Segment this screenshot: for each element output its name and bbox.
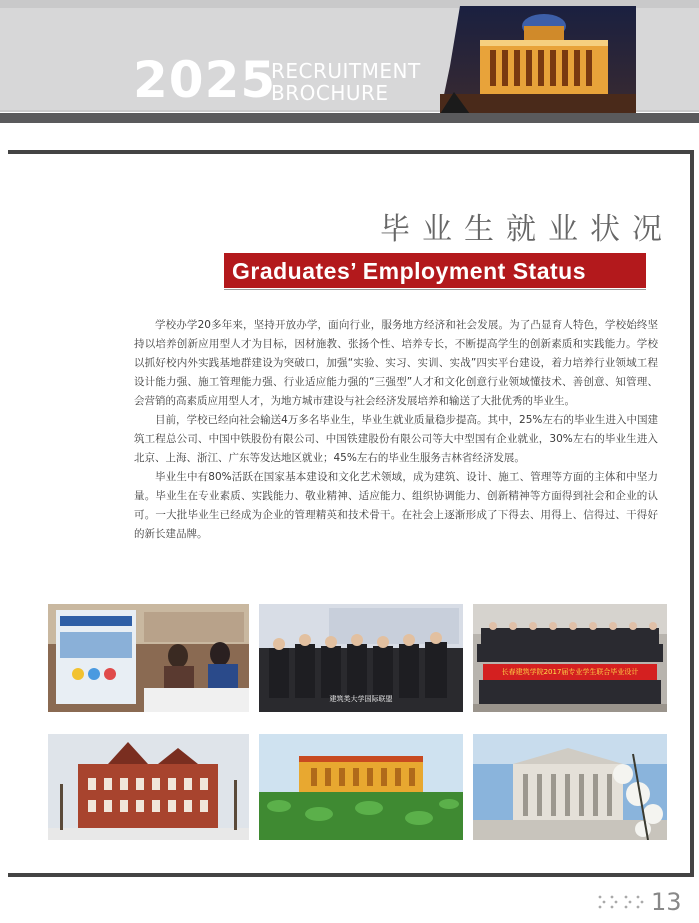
photo-columned-building: [473, 734, 667, 840]
paragraph-2: 目前，学校已经向社会输送4万多名毕业生，毕业生就业质量稳步提高。其中，25%左右的毕业生进入中国建筑工程总公司、中国中铁股份有限公司、中国铁建股份有限公司等大中型国有企业就业，30%左右的毕业生进入北京、上海、浙江、广东等发达地区就业；45%左右的毕业生服务吉林省经济发展。: [134, 414, 658, 464]
header-year: 2025: [133, 51, 277, 109]
section-title-cn: 毕业生就业状况: [380, 212, 674, 247]
photo-red-brick-building: [48, 734, 249, 840]
photo-lotus-pond-building: [259, 734, 463, 840]
graduation-banner: 长春建筑学院2017届专业学生联合毕业设计: [501, 668, 639, 676]
header-recruitment: RECRUITMENT: [271, 59, 421, 83]
alliance-caption: 建筑类大学国际联盟: [329, 695, 393, 703]
header-brochure: BROCHURE: [271, 81, 389, 105]
section-title-en: Graduates’ Employment Status: [232, 258, 586, 284]
frame-top-line: [8, 150, 694, 154]
page-arrows-icon: [596, 894, 646, 910]
photo-international-alliance: [259, 604, 463, 712]
photo-graduation-group: [473, 604, 667, 712]
title-underline: [224, 289, 646, 290]
frame-bottom-line: [8, 873, 694, 877]
header-rule: [0, 113, 699, 123]
header-building-photo: [440, 6, 636, 114]
frame-right-line: [690, 150, 694, 877]
photo-job-fair: [48, 604, 249, 712]
page-number: 13: [651, 888, 682, 916]
paragraph-1: 学校办学20多年来，坚持开放办学，面向行业，服务地方经济和社会发展。为了凸显育人特色，学校始终坚持以培养创新应用型人才为目标，因材施教、张扬个性、培养专长，不断提高学生的创新素质和实践能力。学校以抓好校内外实践基地群建设为突破口，加强“实验、实习、实训、实战”四实平台建设，着力培养行业领域工程设计能力强、施工管理能力强、行业适应能力强的“三强型”人才和文化创意行业领域懂技术、善创意、知管理、会营销的高素质应用型人才，为地方城市建设与社会经济发展培养和输送了大批优秀的毕业生。: [134, 319, 658, 407]
paragraph-3: 毕业生中有80%活跃在国家基本建设和文化艺术领域，成为建筑、设计、施工、管理等方面的主体和中坚力量。毕业生在专业素质、实践能力、敬业精神、适应能力、组织协调能力、创新精神等方面得到社会和企业的认可。一大批毕业生已经成为企业的管理精英和技术骨干。在社会上逐渐形成了下得去、用得上、信得过、干得好的新长建品牌。: [134, 471, 658, 540]
body-text: [134, 316, 658, 544]
